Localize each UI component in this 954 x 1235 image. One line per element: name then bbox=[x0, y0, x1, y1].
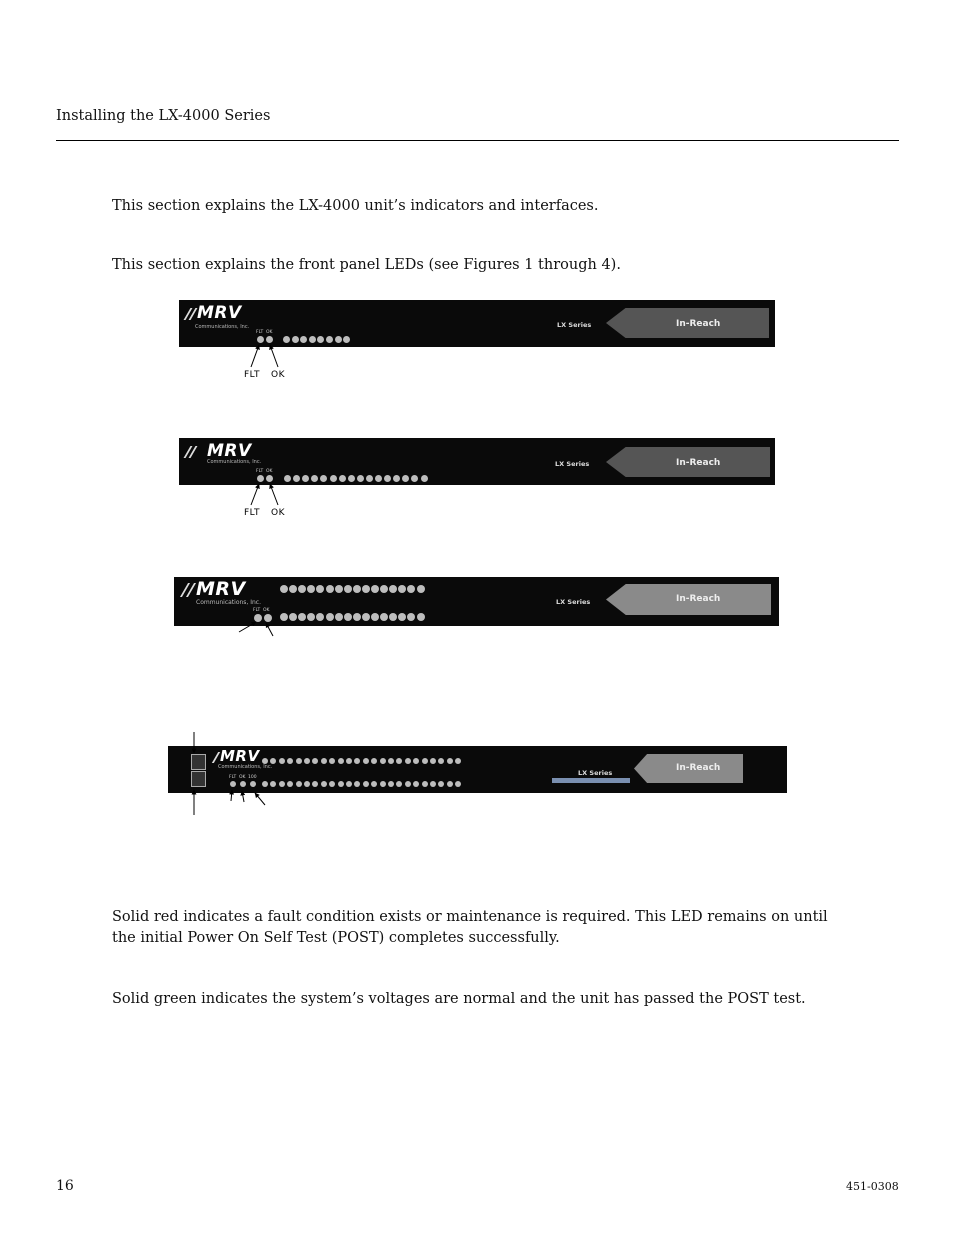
brand-logo: MRV bbox=[197, 303, 242, 323]
model-label: LX Series bbox=[556, 598, 591, 606]
brand-logo: MRV bbox=[207, 441, 252, 461]
led-label-flt: FLT bbox=[229, 775, 237, 780]
front-panel-paragraph: This section explains the front panel LEDs (see Figures 1 through 4). bbox=[112, 257, 621, 273]
brand-logo: MRV bbox=[196, 578, 246, 600]
arrow-flt-2 bbox=[251, 484, 259, 505]
model-label: LX Series bbox=[555, 460, 590, 468]
led-label-flt: FLT bbox=[253, 608, 261, 613]
arrow-flt-1 bbox=[251, 345, 259, 367]
brand-subtitle: Communications, Inc. bbox=[218, 764, 273, 770]
page-number: 16 bbox=[56, 1178, 74, 1194]
arrow-ok-4 bbox=[242, 791, 244, 802]
callout-flt: FLT bbox=[244, 508, 260, 518]
in-reach-label: In-Reach bbox=[676, 458, 721, 468]
model-label: LX Series bbox=[557, 321, 592, 329]
brand-subtitle: Communications, Inc. bbox=[207, 459, 262, 465]
brand-subtitle: Communications, Inc. bbox=[195, 324, 250, 330]
led-label-ok: OK bbox=[266, 330, 273, 335]
callout-ok: OK bbox=[271, 508, 285, 518]
model-label: LX Series bbox=[578, 769, 613, 777]
intro-paragraph: This section explains the LX-4000 unit’s indicators and interfaces. bbox=[112, 198, 599, 214]
in-reach-label: In-Reach bbox=[676, 594, 721, 604]
ok-description: Solid green indicates the system’s voltages are normal and the unit has passed the POST test. bbox=[112, 991, 806, 1007]
led-label-ok: OK bbox=[239, 775, 246, 780]
running-header: Installing the LX-4000 Series bbox=[56, 108, 271, 124]
led-label-flt: FLT bbox=[256, 469, 264, 474]
doc-number: 451-0308 bbox=[846, 1180, 899, 1193]
flt-description: Solid red indicates a fault condition exists or maintenance is required. This LED remains on until the initial Power On Self Test (POST) completes successfully. bbox=[112, 909, 828, 946]
brand-subtitle: Communications, Inc. bbox=[196, 599, 262, 606]
arrow-flt-4 bbox=[231, 790, 232, 801]
led-label-100: 100 bbox=[248, 775, 257, 780]
arrow-flt-3 bbox=[239, 622, 256, 632]
arrow-ok-1 bbox=[270, 345, 278, 367]
callout-flt: FLT bbox=[244, 370, 260, 380]
arrow-ok-3 bbox=[266, 623, 273, 636]
led-label-flt: FLT bbox=[256, 330, 264, 335]
led-label-ok: OK bbox=[263, 608, 270, 613]
arrow-100-4 bbox=[255, 793, 265, 805]
led-label-ok: OK bbox=[266, 469, 273, 474]
brand-logo: MRV bbox=[220, 747, 260, 765]
callout-ok: OK bbox=[271, 370, 285, 380]
arrow-ok-2 bbox=[270, 484, 278, 505]
in-reach-label: In-Reach bbox=[676, 763, 721, 773]
in-reach-label: In-Reach bbox=[676, 319, 721, 329]
